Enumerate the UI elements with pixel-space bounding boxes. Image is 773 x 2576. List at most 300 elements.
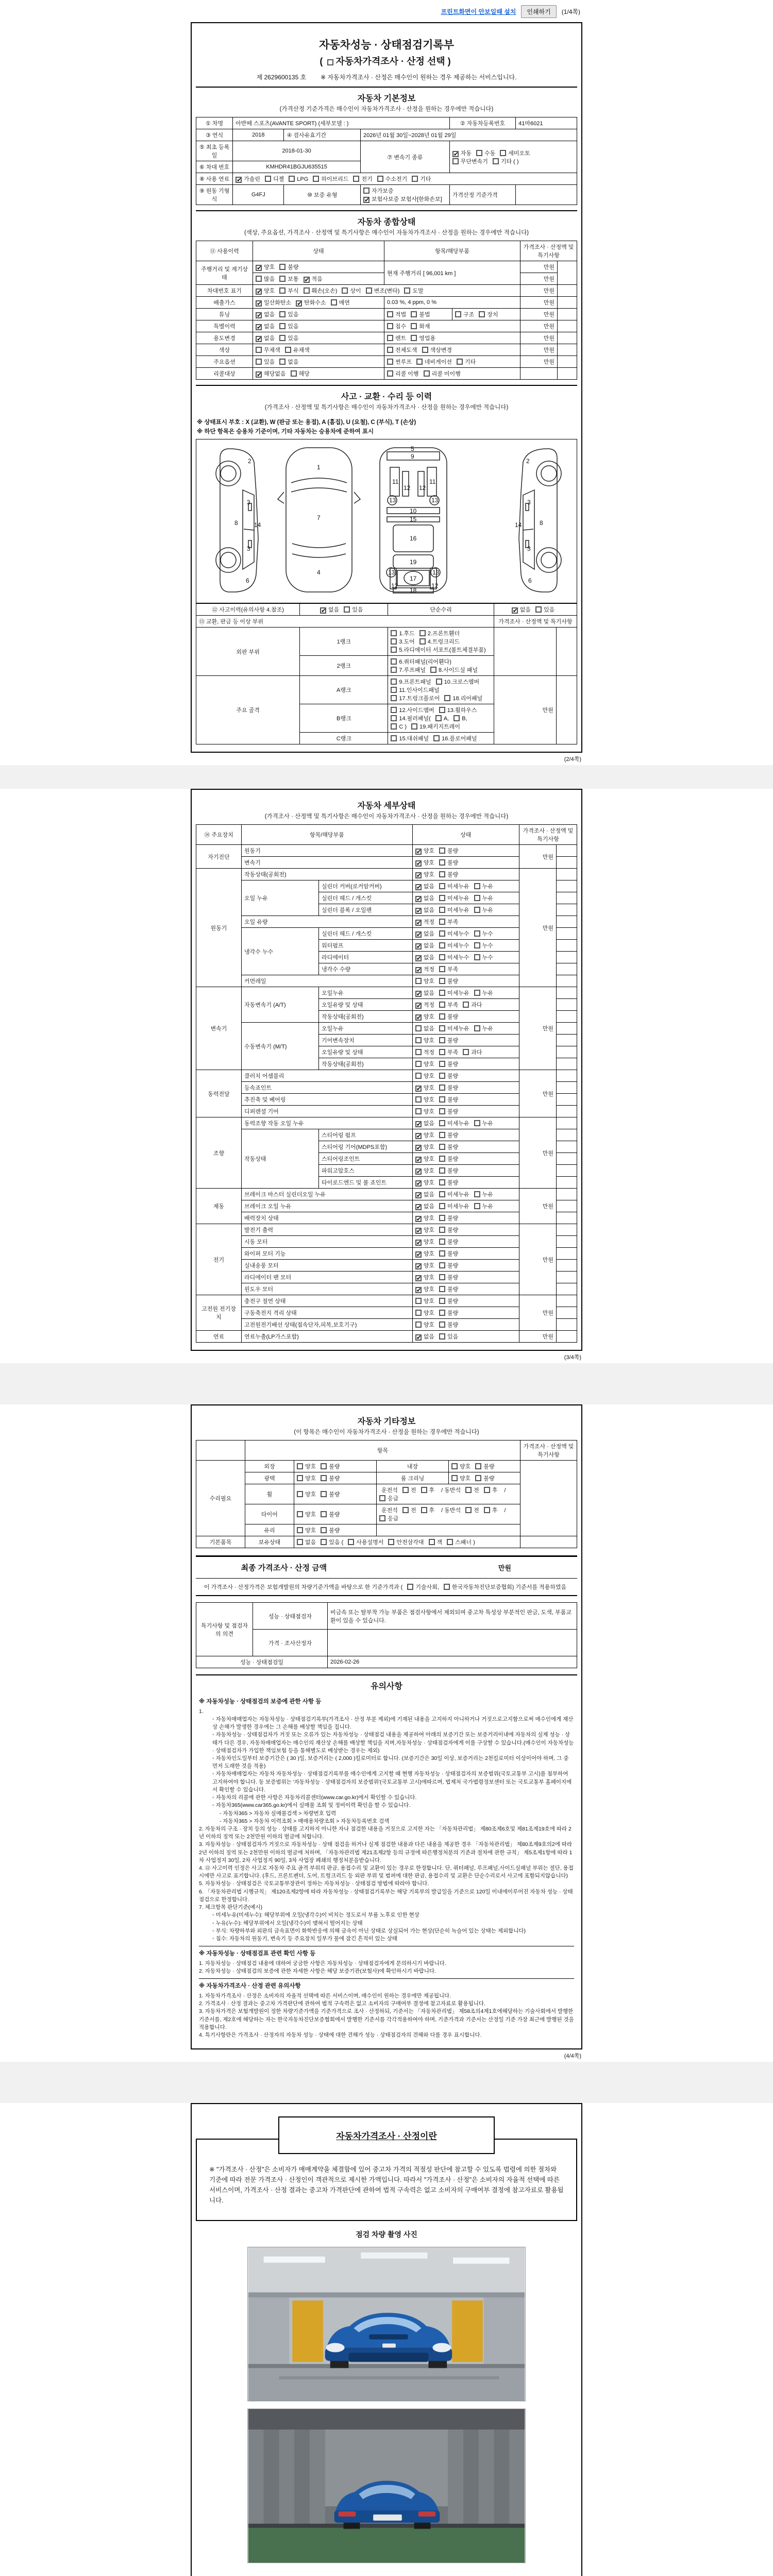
checkbox-icon[interactable] — [429, 1539, 435, 1545]
checkbox-icon[interactable] — [331, 299, 337, 306]
checkbox-icon[interactable] — [279, 276, 285, 282]
checkbox-option[interactable] — [463, 1001, 482, 1009]
checkbox-option[interactable] — [455, 310, 474, 318]
checkbox-option[interactable] — [479, 310, 498, 318]
checkbox-option[interactable] — [321, 1490, 340, 1498]
checkbox-option[interactable] — [415, 953, 434, 961]
checkbox-icon[interactable] — [415, 1037, 422, 1043]
checkbox-icon[interactable] — [391, 658, 397, 665]
checkbox-icon[interactable] — [411, 311, 417, 317]
checkbox-option[interactable] — [387, 369, 419, 378]
checkbox-icon[interactable] — [366, 287, 372, 294]
install-print-link[interactable]: 프린트화면이 안보일때 설치 — [441, 8, 516, 15]
checkbox-icon[interactable] — [391, 687, 397, 693]
checkbox-icon[interactable] — [256, 336, 262, 342]
checkbox-option[interactable] — [321, 1474, 340, 1482]
checkbox-option[interactable] — [265, 175, 284, 183]
checkbox-icon[interactable] — [415, 920, 422, 926]
checkbox-option[interactable] — [387, 310, 406, 318]
checkbox-icon[interactable] — [474, 895, 480, 901]
checkbox-icon[interactable] — [419, 638, 426, 645]
checkbox-option[interactable] — [439, 706, 477, 714]
checkbox-icon[interactable] — [353, 176, 359, 182]
checkbox-icon[interactable] — [321, 1527, 327, 1533]
checkbox-option[interactable] — [391, 686, 439, 694]
checkbox-option[interactable] — [474, 929, 493, 938]
checkbox-icon[interactable] — [321, 1463, 327, 1469]
checkbox-option[interactable] — [256, 322, 275, 330]
checkbox-icon[interactable] — [321, 1511, 327, 1517]
checkbox-option[interactable] — [297, 1510, 316, 1518]
checkbox-icon[interactable] — [439, 895, 445, 901]
checkbox-option[interactable] — [439, 1024, 469, 1032]
checkbox-icon[interactable] — [465, 1507, 472, 1513]
checkbox-option[interactable] — [415, 1202, 434, 1210]
checkbox-icon[interactable] — [363, 197, 369, 203]
checkbox-option[interactable] — [388, 1538, 424, 1546]
checkbox-option[interactable] — [493, 157, 519, 165]
checkbox-option[interactable] — [415, 965, 434, 973]
checkbox-icon[interactable] — [436, 679, 442, 685]
checkbox-option[interactable] — [415, 1261, 434, 1269]
checkbox-icon[interactable] — [439, 1144, 445, 1150]
checkbox-option[interactable] — [344, 605, 363, 614]
checkbox-icon[interactable] — [321, 1491, 327, 1497]
checkbox-icon[interactable] — [411, 723, 417, 730]
print-button[interactable]: 인쇄하기 — [521, 5, 556, 18]
checkbox-icon[interactable] — [402, 1507, 409, 1513]
checkbox-icon[interactable] — [474, 1191, 480, 1197]
checkbox-icon[interactable] — [415, 1025, 422, 1031]
checkbox-icon[interactable] — [439, 1013, 445, 1020]
checkbox-option[interactable] — [411, 722, 460, 731]
checkbox-icon[interactable] — [415, 1275, 422, 1281]
checkbox-option[interactable] — [353, 175, 372, 183]
checkbox-option[interactable] — [404, 286, 423, 295]
checkbox-icon[interactable] — [279, 323, 285, 329]
checkbox-icon[interactable] — [463, 1002, 469, 1008]
checkbox-option[interactable] — [415, 977, 434, 985]
checkbox-icon[interactable] — [484, 1507, 490, 1513]
checkbox-icon[interactable] — [297, 1463, 303, 1469]
checkbox-option[interactable] — [447, 1538, 475, 1546]
checkbox-icon[interactable] — [439, 919, 445, 925]
checkbox-icon[interactable] — [474, 1203, 480, 1209]
checkbox-icon[interactable] — [415, 991, 422, 997]
checkbox-option[interactable] — [279, 275, 298, 283]
checkbox-icon[interactable] — [296, 300, 302, 307]
checkbox-icon[interactable] — [439, 1250, 445, 1257]
checkbox-option[interactable] — [439, 1131, 458, 1139]
checkbox-icon[interactable] — [256, 300, 262, 307]
checkbox-icon[interactable] — [415, 872, 422, 878]
checkbox-icon[interactable] — [439, 1274, 445, 1280]
checkbox-option[interactable] — [415, 1249, 434, 1258]
checkbox-option[interactable] — [416, 358, 452, 366]
checkbox-option[interactable] — [391, 629, 414, 637]
checkbox-icon[interactable] — [415, 967, 422, 973]
checkbox-icon[interactable] — [363, 188, 369, 194]
checkbox-option[interactable] — [256, 298, 291, 307]
checkbox-option[interactable] — [439, 1107, 458, 1115]
checkbox-icon[interactable] — [439, 990, 445, 996]
checkbox-icon[interactable] — [415, 1157, 422, 1163]
checkbox-icon[interactable] — [297, 1527, 303, 1533]
checkbox-option[interactable] — [415, 1083, 434, 1092]
checkbox-option[interactable] — [256, 346, 280, 354]
checkbox-option[interactable] — [474, 1024, 493, 1032]
checkbox-icon[interactable] — [435, 715, 442, 721]
checkbox-option[interactable] — [439, 1155, 458, 1163]
checkbox-icon[interactable] — [452, 151, 459, 157]
checkbox-option[interactable] — [387, 322, 406, 330]
checkbox-icon[interactable] — [297, 1491, 303, 1497]
checkbox-option[interactable] — [439, 1332, 458, 1341]
checkbox-option[interactable] — [439, 1083, 458, 1092]
checkbox-option[interactable] — [415, 1036, 434, 1044]
checkbox-option[interactable] — [379, 1494, 398, 1502]
checkbox-icon[interactable] — [411, 323, 417, 329]
checkbox-option[interactable] — [419, 637, 460, 646]
checkbox-icon[interactable] — [387, 359, 393, 365]
checkbox-icon[interactable] — [474, 942, 480, 948]
checkbox-icon[interactable] — [265, 176, 271, 182]
checkbox-option[interactable] — [439, 1190, 469, 1198]
checkbox-option[interactable] — [439, 1261, 458, 1269]
checkbox-icon[interactable] — [415, 896, 422, 902]
checkbox-icon[interactable] — [439, 1167, 445, 1174]
checkbox-icon[interactable] — [342, 287, 348, 294]
checkbox-icon[interactable] — [439, 966, 445, 972]
checkbox-option[interactable] — [439, 1119, 469, 1127]
checkbox-icon[interactable] — [451, 1463, 458, 1469]
checkbox-icon[interactable] — [415, 1228, 422, 1234]
checkbox-option[interactable] — [321, 1538, 343, 1546]
checkbox-option[interactable] — [279, 263, 298, 271]
checkbox-option[interactable] — [415, 1332, 434, 1341]
checkbox-option[interactable] — [391, 646, 485, 654]
checkbox-icon[interactable] — [439, 1310, 445, 1316]
checkbox-option[interactable] — [415, 894, 434, 902]
checkbox-icon[interactable] — [415, 1321, 422, 1328]
checkbox-option[interactable] — [297, 1526, 316, 1534]
checkbox-option[interactable] — [439, 953, 469, 961]
checkbox-option[interactable] — [402, 1486, 416, 1494]
checkbox-icon[interactable] — [415, 849, 422, 855]
checkbox-icon[interactable] — [415, 1168, 422, 1175]
checkbox-icon[interactable] — [439, 1179, 445, 1185]
checkbox-icon[interactable] — [411, 335, 417, 341]
checkbox-icon[interactable] — [348, 1539, 354, 1545]
checkbox-icon[interactable] — [344, 606, 350, 613]
checkbox-option[interactable] — [512, 605, 531, 614]
checkbox-icon[interactable] — [279, 264, 285, 270]
checkbox-icon[interactable] — [256, 324, 262, 330]
checkbox-option[interactable] — [342, 286, 361, 295]
checkbox-icon[interactable] — [474, 1120, 480, 1126]
checkbox-option[interactable] — [366, 286, 400, 295]
checkbox-icon[interactable] — [415, 1216, 422, 1222]
checkbox-option[interactable] — [415, 1060, 434, 1068]
checkbox-option[interactable] — [415, 1238, 434, 1246]
checkbox-icon[interactable] — [297, 1475, 303, 1481]
checkbox-option[interactable] — [439, 918, 458, 926]
checkbox-icon[interactable] — [279, 311, 285, 317]
checkbox-option[interactable] — [415, 1285, 434, 1293]
checkbox-option[interactable] — [439, 882, 469, 890]
checkbox-icon[interactable] — [404, 287, 410, 294]
checkbox-icon[interactable] — [474, 930, 480, 937]
checkbox-icon[interactable] — [391, 638, 397, 645]
checkbox-icon[interactable] — [439, 1227, 445, 1233]
checkbox-icon[interactable] — [416, 359, 423, 365]
checkbox-option[interactable] — [256, 334, 275, 342]
checkbox-option[interactable] — [415, 1178, 434, 1187]
checkbox-icon[interactable] — [387, 335, 393, 341]
checkbox-option[interactable] — [463, 1048, 482, 1056]
checkbox-option[interactable] — [415, 1155, 434, 1163]
checkbox-option[interactable] — [439, 1309, 458, 1317]
checkbox-option[interactable] — [415, 1214, 434, 1222]
checkbox-icon[interactable] — [415, 1287, 422, 1293]
checkbox-icon[interactable] — [415, 1073, 422, 1079]
checkbox-option[interactable] — [256, 263, 275, 271]
checkbox-icon[interactable] — [463, 1049, 469, 1055]
checkbox-icon[interactable] — [439, 1215, 445, 1221]
checkbox-icon[interactable] — [391, 723, 397, 730]
checkbox-option[interactable] — [391, 666, 426, 674]
checkbox-icon[interactable] — [415, 1263, 422, 1269]
checkbox-option[interactable] — [453, 715, 467, 722]
checkbox-icon[interactable] — [465, 1487, 472, 1493]
checkbox-icon[interactable] — [391, 679, 397, 685]
checkbox-icon[interactable] — [439, 978, 445, 984]
checkbox-option[interactable] — [415, 1048, 434, 1056]
checkbox-option[interactable] — [387, 358, 412, 366]
checkbox-icon[interactable] — [415, 955, 422, 961]
checkbox-option[interactable] — [439, 1095, 458, 1104]
checkbox-icon[interactable] — [412, 176, 418, 182]
checkbox-option[interactable] — [415, 1320, 434, 1329]
checkbox-icon[interactable] — [415, 1003, 422, 1009]
checkbox-option[interactable] — [476, 149, 495, 157]
checkbox-option[interactable] — [433, 734, 477, 742]
checkbox-icon[interactable] — [439, 1156, 445, 1162]
checkbox-icon[interactable] — [379, 1495, 385, 1501]
checkbox-icon[interactable] — [415, 1145, 422, 1151]
checkbox-icon[interactable] — [291, 370, 297, 377]
checkbox-option[interactable] — [439, 1238, 458, 1246]
checkbox-icon[interactable] — [439, 930, 445, 937]
checkbox-icon[interactable] — [407, 1584, 413, 1590]
checkbox-option[interactable] — [387, 346, 417, 354]
checkbox-option[interactable] — [412, 175, 431, 183]
checkbox-icon[interactable] — [439, 1120, 445, 1126]
checkbox-icon[interactable] — [279, 359, 285, 365]
checkbox-icon[interactable] — [415, 1310, 422, 1316]
checkbox-option[interactable] — [379, 1514, 398, 1522]
checkbox-icon[interactable] — [419, 630, 426, 636]
checkbox-icon[interactable] — [439, 1132, 445, 1138]
checkbox-option[interactable] — [415, 1190, 434, 1198]
checkbox-icon[interactable] — [439, 707, 445, 713]
checkbox-icon[interactable] — [313, 176, 319, 182]
checkbox-option[interactable] — [474, 882, 493, 890]
checkbox-icon[interactable] — [455, 311, 461, 317]
checkbox-option[interactable] — [415, 989, 434, 997]
checkbox-icon[interactable] — [415, 908, 422, 914]
checkbox-icon[interactable] — [439, 1286, 445, 1292]
checkbox-icon[interactable] — [474, 907, 480, 913]
checkbox-option[interactable] — [391, 723, 407, 730]
checkbox-option[interactable] — [415, 929, 434, 938]
checkbox-icon[interactable] — [439, 1073, 445, 1079]
checkbox-icon[interactable] — [474, 883, 480, 889]
checkbox-icon[interactable] — [439, 1333, 445, 1340]
checkbox-icon[interactable] — [453, 715, 460, 721]
checkbox-option[interactable] — [256, 369, 286, 378]
checkbox-icon[interactable] — [439, 848, 445, 854]
checkbox-option[interactable] — [439, 977, 458, 985]
checkbox-icon[interactable] — [447, 1539, 453, 1545]
checkbox-option[interactable] — [321, 1462, 340, 1470]
checkbox-option[interactable] — [474, 894, 493, 902]
checkbox-option[interactable] — [439, 1320, 458, 1329]
checkbox-icon[interactable] — [236, 177, 242, 183]
checkbox-option[interactable] — [313, 175, 348, 183]
checkbox-option[interactable] — [439, 894, 469, 902]
checkbox-icon[interactable] — [439, 1049, 445, 1055]
checkbox-option[interactable] — [444, 694, 482, 702]
checkbox-option[interactable] — [415, 1024, 434, 1032]
checkbox-option[interactable] — [411, 322, 430, 330]
checkbox-option[interactable] — [320, 605, 339, 614]
checkbox-option[interactable] — [444, 1583, 566, 1591]
checkbox-option[interactable] — [439, 989, 469, 997]
checkbox-icon[interactable] — [285, 347, 291, 353]
checkbox-option[interactable] — [402, 1506, 416, 1514]
checkbox-option[interactable] — [415, 1297, 434, 1305]
checkbox-icon[interactable] — [415, 860, 422, 867]
checkbox-icon[interactable] — [439, 883, 445, 889]
checkbox-icon[interactable] — [415, 1204, 422, 1210]
checkbox-icon[interactable] — [289, 176, 295, 182]
checkbox-icon[interactable] — [452, 158, 459, 164]
checkbox-option[interactable] — [279, 334, 298, 342]
checkbox-icon[interactable] — [415, 1086, 422, 1092]
checkbox-option[interactable] — [256, 358, 275, 366]
checkbox-option[interactable] — [391, 714, 430, 722]
checkbox-option[interactable] — [415, 1012, 434, 1021]
checkbox-icon[interactable] — [256, 265, 262, 271]
checkbox-icon[interactable] — [387, 347, 393, 353]
checkbox-option[interactable] — [439, 929, 469, 938]
checkbox-option[interactable] — [439, 1249, 458, 1258]
checkbox-option[interactable] — [415, 1107, 434, 1115]
checkbox-icon[interactable] — [321, 1475, 327, 1481]
checkbox-icon[interactable] — [391, 707, 397, 713]
checkbox-icon[interactable] — [415, 1334, 422, 1341]
checkbox-icon[interactable] — [391, 630, 397, 636]
checkbox-option[interactable] — [439, 1060, 458, 1068]
checkbox-option[interactable] — [415, 1095, 434, 1104]
checkbox-icon[interactable] — [475, 1463, 481, 1469]
checkbox-option[interactable] — [439, 1036, 458, 1044]
checkbox-option[interactable] — [363, 195, 442, 203]
checkbox-option[interactable] — [279, 310, 298, 318]
checkbox-option[interactable] — [465, 1486, 479, 1494]
checkbox-icon[interactable] — [475, 1475, 481, 1481]
checkbox-option[interactable] — [415, 1143, 434, 1151]
checkbox-icon[interactable] — [279, 335, 285, 341]
checkbox-icon[interactable] — [415, 1061, 422, 1067]
checkbox-option[interactable] — [439, 1143, 458, 1151]
checkbox-option[interactable] — [439, 1012, 458, 1021]
checkbox-option[interactable] — [465, 1506, 479, 1514]
checkbox-option[interactable] — [439, 1178, 458, 1187]
checkbox-option[interactable] — [457, 358, 476, 366]
checkbox-option[interactable] — [419, 629, 460, 637]
checkbox-option[interactable] — [439, 1202, 469, 1210]
checkbox-option[interactable] — [377, 175, 408, 183]
checkbox-option[interactable] — [363, 187, 394, 195]
checkbox-icon[interactable] — [379, 1515, 385, 1521]
checkbox-option[interactable] — [411, 310, 430, 318]
checkbox-icon[interactable] — [415, 1096, 422, 1103]
checkbox-option[interactable] — [387, 334, 406, 342]
checkbox-option[interactable] — [439, 1273, 458, 1281]
checkbox-option[interactable] — [279, 322, 298, 330]
checkbox-option[interactable] — [415, 1131, 434, 1139]
checkbox-icon[interactable] — [391, 667, 397, 673]
checkbox-icon[interactable] — [415, 1180, 422, 1187]
checkbox-icon[interactable] — [439, 1262, 445, 1268]
checkbox-option[interactable] — [415, 1166, 434, 1175]
checkbox-icon[interactable] — [415, 1121, 422, 1127]
checkbox-icon[interactable] — [476, 150, 482, 156]
checkbox-option[interactable] — [421, 1486, 435, 1494]
checkbox-option[interactable] — [297, 1538, 316, 1546]
checkbox-option[interactable] — [439, 1048, 458, 1056]
checkbox-option[interactable] — [451, 1474, 470, 1482]
checkbox-icon[interactable] — [415, 1108, 422, 1114]
checkbox-option[interactable] — [415, 1273, 434, 1281]
checkbox-option[interactable] — [415, 906, 434, 914]
checkbox-icon[interactable] — [444, 695, 450, 701]
checkbox-icon[interactable] — [279, 287, 285, 294]
checkbox-option[interactable] — [304, 286, 338, 295]
checkbox-option[interactable] — [391, 677, 431, 686]
checkbox-icon[interactable] — [256, 276, 262, 282]
checkbox-icon[interactable] — [391, 695, 397, 701]
checkbox-icon[interactable] — [439, 1084, 445, 1091]
checkbox-option[interactable] — [297, 1490, 316, 1498]
checkbox-icon[interactable] — [415, 1298, 422, 1304]
checkbox-icon[interactable] — [439, 954, 445, 960]
checkbox-icon[interactable] — [256, 289, 262, 295]
checkbox-icon[interactable] — [391, 735, 397, 741]
checkbox-option[interactable] — [415, 870, 434, 878]
checkbox-option[interactable] — [439, 1214, 458, 1222]
checkbox-option[interactable] — [391, 694, 440, 702]
checkbox-icon[interactable] — [415, 1251, 422, 1258]
checkbox-option[interactable] — [439, 846, 458, 855]
checkbox-option[interactable] — [439, 858, 458, 867]
checkbox-icon[interactable] — [484, 1487, 490, 1493]
checkbox-icon[interactable] — [439, 871, 445, 877]
checkbox-option[interactable] — [474, 953, 493, 961]
checkbox-option[interactable] — [422, 346, 452, 354]
